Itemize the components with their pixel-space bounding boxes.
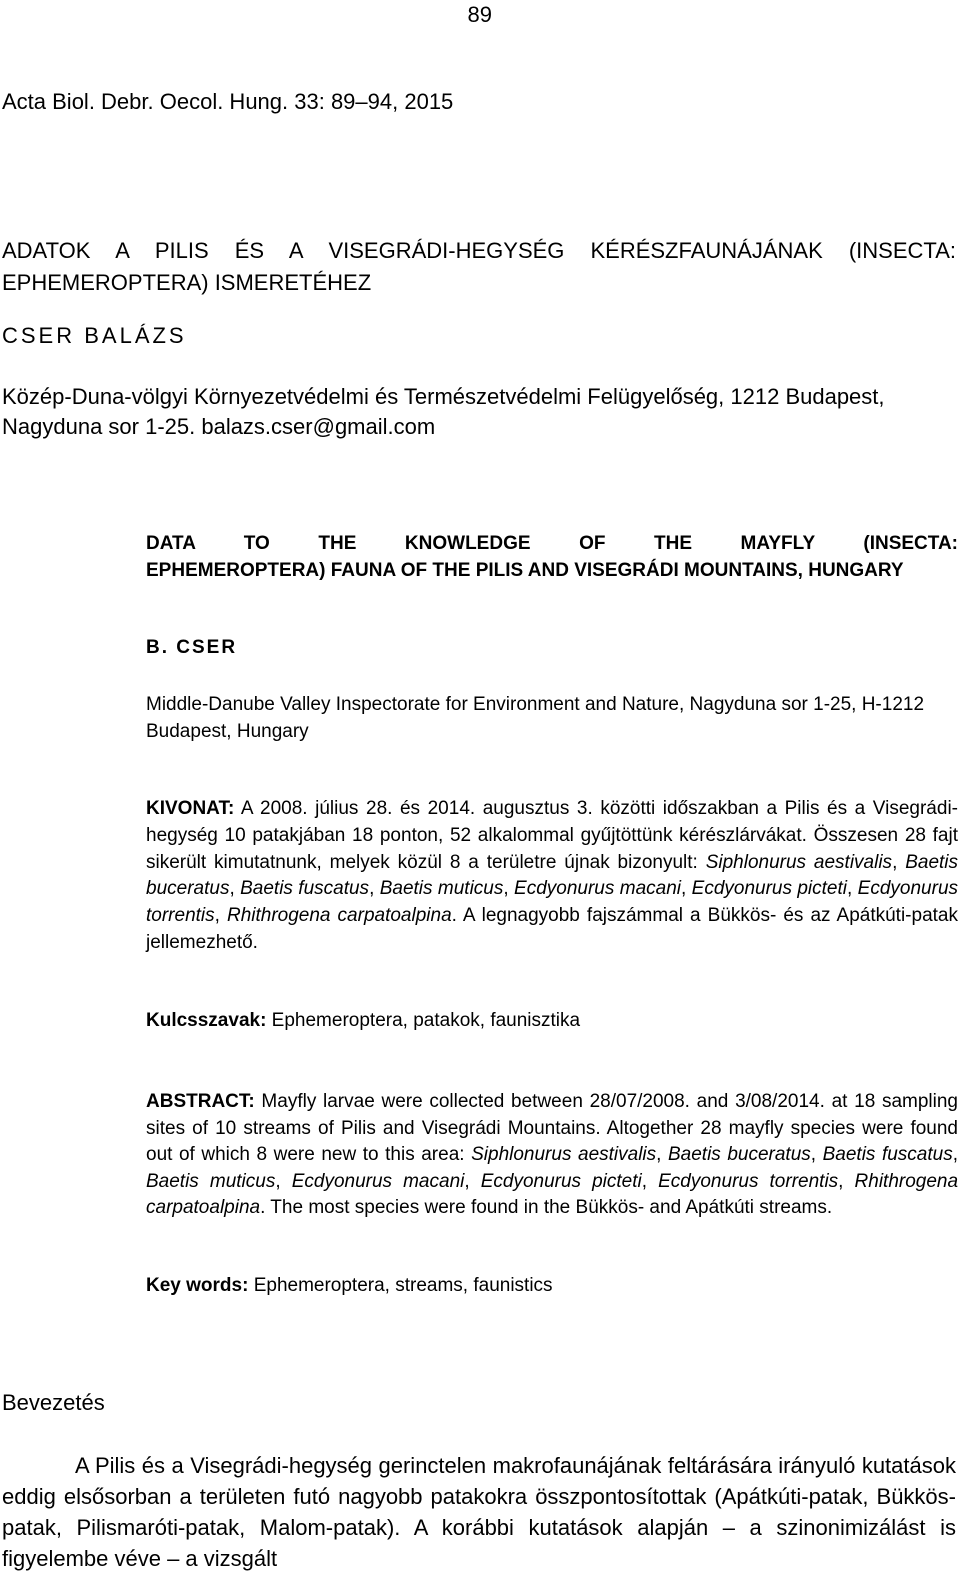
- english-author: B. CSER: [146, 637, 238, 658]
- kivonat-separator: ,: [214, 905, 227, 927]
- hungarian-keywords: [146, 1010, 958, 1032]
- abstract-text-1: Mayfly larvae were collected between 28/07/2008. and 3/08/2014. at 18 sampling sites of 10 streams of Pilis and Visegrádi Mountains. Altogether 28 mayfly species were found out of which 8 were new to this area:: [146, 1091, 958, 1165]
- abstract-species: Rhithrogena carpatoalpina: [146, 1170, 959, 1218]
- kivonat-separator: ,: [681, 878, 692, 900]
- abstract-text-2: . The most species were found in the Bükkös- and Apátkúti streams.: [260, 1197, 833, 1218]
- kivonat-label: KIVONAT:: [146, 798, 235, 819]
- journal-reference: Acta Biol. Debr. Oecol. Hung. 33: 89–94, 2015: [2, 89, 454, 114]
- abstract-separator: ,: [464, 1170, 481, 1192]
- hungarian-affiliation: Közép-Duna-völgyi Környezetvédelmi és Természetvédelmi Felügyelőség, 1212 Budapest, Nagyduna sor 1-25. balazs.cser@gmail.com: [2, 384, 885, 439]
- hungarian-abstract: [146, 796, 958, 957]
- kivonat-text-1: A 2008. július 28. és 2014. augusztus 3. közötti időszakban a Pilis és a Visegrádi-hegység 10 patakjában 18 ponton, 52 alkalommal gyűjtöttünk kérészlárvákat. Összesen 28 fajt sikerült kimutatnunk, melyek közül 8 a területre újnak bizonyult:: [146, 798, 958, 873]
- keywords-text: Ephemeroptera, streams, faunistics: [248, 1275, 553, 1296]
- abstract-species: Ecdyonurus picteti: [480, 1170, 642, 1192]
- kivonat-separator: ,: [369, 878, 380, 900]
- introduction-paragraph: A Pilis és a Visegrádi-hegység gerinctelen makrofaunájának feltárására irányuló kutatások eddig elsősorban a területen futó nagyobb patakokra összpontosítottak (Apátkúti-patak, Bükkös-patak, Pilismaróti-patak, Malom-patak). A korábbi kutatások alapján – a szinonimizálást is figyelembe véve – a vizsgált: [2, 1453, 956, 1571]
- kivonat-species: Baetis muticus: [379, 878, 504, 900]
- kivonat-separator: ,: [892, 851, 906, 873]
- kivonat-species: Ecdyonurus picteti: [691, 878, 848, 900]
- kivonat-species: Ecdyonurus torrentis: [146, 878, 959, 927]
- abstract-separator: ,: [275, 1170, 292, 1192]
- page-number: 89: [467, 2, 492, 27]
- kivonat-text-2: . A legnagyobb fajszámmal a Bükkös- és az Apátkúti-patak jellemezhető.: [146, 905, 958, 953]
- english-affiliation: Middle-Danube Valley Inspectorate for Environment and Nature, Nagyduna sor 1-25, H-1212 Budapest, Hungary: [146, 694, 925, 742]
- kivonat-separator: ,: [503, 878, 515, 900]
- abstract-separator: ,: [641, 1170, 659, 1192]
- section-heading-introduction: Bevezetés: [2, 1390, 105, 1415]
- kulcsszavak-text: Ephemeroptera, patakok, faunisztika: [266, 1010, 581, 1031]
- abstract-separator: ,: [952, 1144, 959, 1165]
- hungarian-title: ADATOK A PILIS ÉS A VISEGRÁDI-HEGYSÉG KÉRÉSZFAUNÁJÁNAK (INSECTA: EPHEMEROPTERA) ISMERETÉHEZ: [2, 238, 956, 295]
- abstract-label: ABSTRACT:: [146, 1091, 255, 1112]
- english-abstract: [146, 1089, 958, 1222]
- kivonat-species: Rhithrogena carpatoalpina: [226, 905, 452, 927]
- english-title-rest: EPHEMEROPTERA) FAUNA OF THE PILIS AND VISEGRÁDI MOUNTAINS, HUNGARY: [146, 560, 904, 581]
- kivonat-separator: ,: [229, 878, 241, 900]
- abstract-species: Baetis muticus: [146, 1170, 276, 1192]
- kivonat-species: Baetis fuscatus: [240, 878, 370, 900]
- hungarian-author: CSER BALÁZS: [2, 323, 187, 348]
- abstract-species: Siphlonurus aestivalis: [471, 1144, 657, 1165]
- abstract-separator: ,: [810, 1144, 823, 1165]
- english-title-line-1: DATA TO THE KNOWLEDGE OF THE MAYFLY (INSECTA:: [146, 533, 958, 554]
- abstract-separator: ,: [838, 1170, 855, 1192]
- kivonat-separator: ,: [847, 878, 858, 900]
- abstract-species: Baetis buceratus: [667, 1144, 811, 1165]
- kivonat-species: Ecdyonurus macani: [514, 878, 681, 900]
- kivonat-species: Siphlonurus aestivalis: [705, 851, 893, 873]
- abstract-separator: ,: [656, 1144, 668, 1165]
- english-keywords: [146, 1275, 958, 1297]
- abstract-species: Ecdyonurus torrentis: [658, 1170, 839, 1192]
- abstract-species: Baetis fuscatus: [822, 1144, 953, 1165]
- kivonat-species: Baetis buceratus: [146, 851, 959, 900]
- abstract-species: Ecdyonurus macani: [291, 1170, 465, 1192]
- kulcsszavak-label: Kulcsszavak:: [146, 1010, 267, 1031]
- keywords-label: Key words:: [146, 1275, 249, 1296]
- english-title: [146, 530, 958, 584]
